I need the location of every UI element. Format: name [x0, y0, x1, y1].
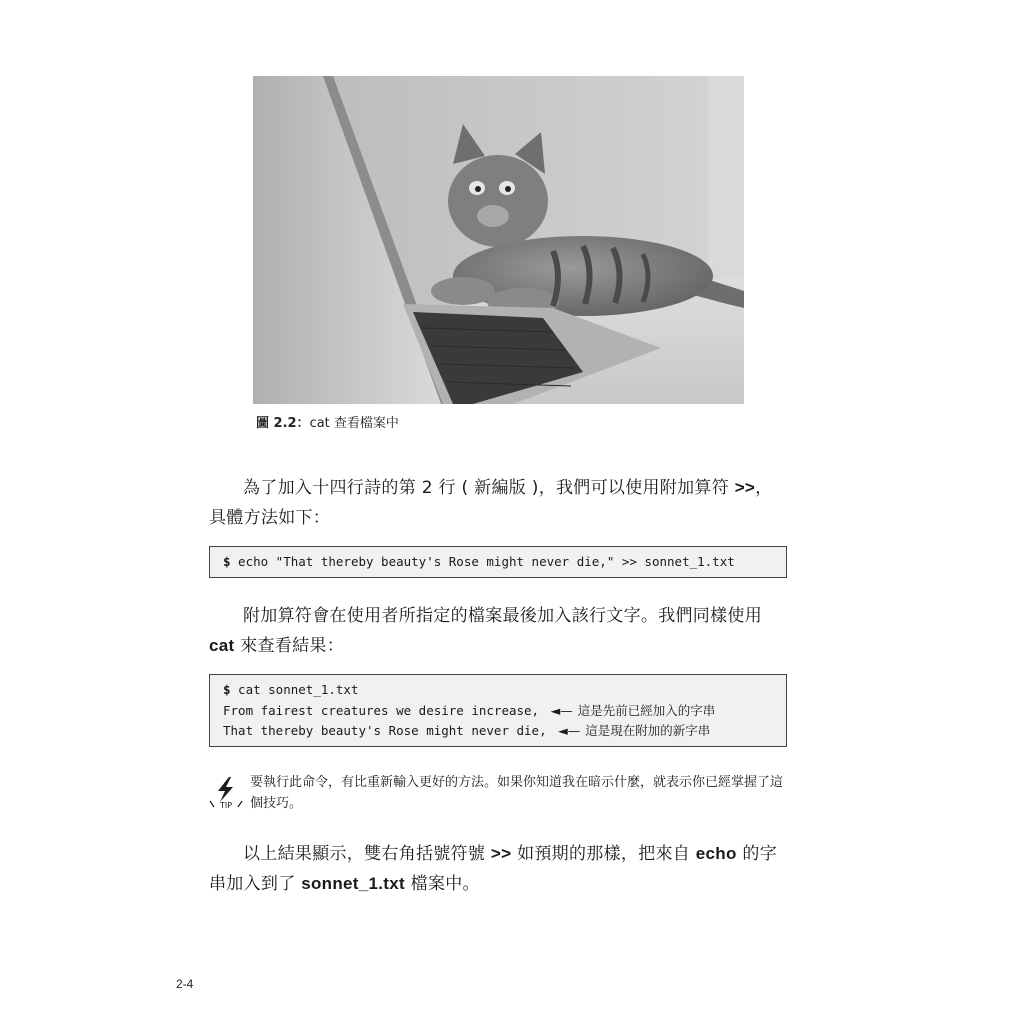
arrow-left-icon: ◄— [550, 702, 573, 718]
paragraph-3-keyword-3: sonnet_1.txt [301, 874, 405, 893]
paragraph-3-text-b: 如預期的那樣，把來自 [511, 844, 696, 864]
output-text: From fairest creatures we desire increase, [223, 702, 547, 718]
page-number: 2-4 [176, 977, 194, 991]
figure-caption [256, 415, 399, 433]
shell-command: cat sonnet_1.txt [230, 682, 359, 697]
cat-laptop-photo [253, 76, 744, 404]
paragraph-3-text-d: 檔案中。 [404, 874, 480, 894]
output-annotation: 這是現在附加的新字串 [585, 723, 711, 738]
tip-icon-label: TIP [219, 801, 233, 810]
paragraph-3-text-c: 的字串加入到了 [209, 844, 777, 894]
shell-prompt: $ [223, 554, 231, 569]
paragraph-1-text-a: 為了加入十四行詩的第 2 行 ( 新編版 )，我們可以使用附加算符 [243, 478, 735, 498]
output-annotation: 這是先前已經加入的字串 [577, 702, 716, 718]
tip-text: 要執行此命令，有比重新輸入更好的方法。如果你知道我在暗示什麼，就表示你已經掌握了這個技巧。 [250, 775, 784, 811]
paragraph-1-text-b: ，具體方法如下： [209, 478, 773, 528]
photo-illustration [253, 76, 744, 404]
paragraph-3-text-a: 以上結果顯示，雙右角括號符號 [243, 844, 491, 864]
paragraph-2-keyword: cat [209, 636, 235, 655]
arrow-left-icon: ◄— [558, 723, 581, 738]
paragraph-2 [209, 601, 789, 661]
shell-command: echo "That thereby beauty's Rose might never die," >> sonnet_1.txt [230, 554, 735, 569]
tip-icon [208, 775, 244, 811]
code-output-line [210, 721, 786, 742]
shell-prompt: $ [223, 682, 231, 697]
paragraph-2-text-b: 來查看結果： [234, 636, 344, 656]
code-block-echo [209, 546, 787, 578]
paragraph-1 [209, 473, 789, 533]
lightning-icon [208, 775, 244, 811]
paragraph-1-keyword: >> [734, 478, 756, 497]
figure-caption-text: cat 查看檔案中 [309, 416, 399, 431]
code-line [210, 680, 786, 701]
code-line [210, 552, 786, 573]
paragraph-2-text-a: 附加算符會在使用者所指定的檔案最後加入該行文字。我們同樣使用 [243, 606, 762, 626]
code-block-cat [209, 674, 787, 747]
paragraph-3-keyword-2: echo [695, 844, 737, 863]
output-text: That thereby beauty's Rose might never die, [223, 723, 555, 738]
code-output-line [210, 701, 786, 722]
paragraph-3-keyword-1: >> [490, 844, 512, 863]
figure-caption-label: 圖 2.2： [256, 416, 310, 431]
paragraph-3 [209, 839, 789, 899]
